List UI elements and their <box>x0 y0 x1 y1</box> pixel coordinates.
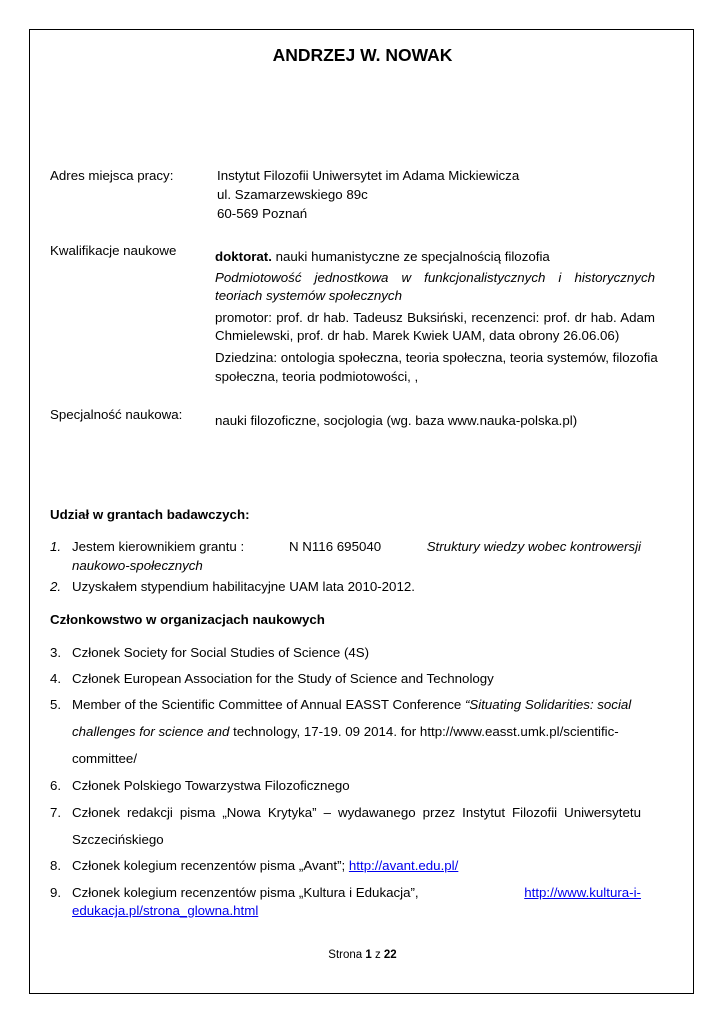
address-line-2: ul. Szamarzewskiego 89c <box>217 187 368 202</box>
grant-1-title: Struktury wiedzy wobec kontrowersji <box>426 539 641 554</box>
footer-total-pages: 22 <box>383 949 397 961</box>
field-line-1: Dziedzina: ontologia społeczna, teoria społeczna, teoria systemów, filozofia <box>215 350 658 365</box>
membership-9-line-1 <box>72 885 641 900</box>
membership-5-line-2 <box>72 724 619 739</box>
page-title: ANDRZEJ W. NOWAK <box>272 45 453 65</box>
specialty-value: nauki filozoficzne, socjologia (wg. baza www.nauka-polska.pl) <box>215 413 578 428</box>
footer-mid: z <box>371 949 384 961</box>
membership-8-number: 8. <box>50 858 62 873</box>
address-label: Adres miejsca pracy: <box>50 168 174 183</box>
grant-1-number: 1. <box>50 539 62 554</box>
grant-2-text: Uzyskałem stypendium habilitacyjne UAM lata 2010-2012. <box>72 579 415 594</box>
page-footer <box>0 949 725 961</box>
grant-1-text-d: naukowo-społecznych <box>72 558 203 573</box>
membership-6-number: 6. <box>50 778 62 793</box>
degree-rest: nauki humanistyczne ze specjalnością filozofia <box>271 249 550 264</box>
membership-3-number: 3. <box>50 645 62 660</box>
footer-prefix: Strona <box>328 949 366 961</box>
membership-9-text <box>72 885 487 900</box>
membership-5-number: 5. <box>50 697 62 712</box>
membership-7-line-1: Członek redakcji pisma „Nowa Krytyka” – wydawanego przez Instytut Filozofii Uniwersytetu <box>72 805 641 820</box>
membership-9-line-2 <box>72 903 258 918</box>
memberships-heading: Członkowstwo w organizacjach naukowych <box>50 612 325 627</box>
promoter-line-1: promotor: prof. dr hab. Tadeusz Buksiński, recenzenci: prof. dr hab. Adam <box>215 310 655 325</box>
membership-4-text: Członek European Association for the Study of Science and Technology <box>72 671 494 686</box>
promoter-line-2: Chmielewski, prof. dr hab. Marek Kwiek UAM, data obrony 26.06.06) <box>215 328 620 343</box>
qualifications-label: Kwalifikacje naukowe <box>50 243 177 258</box>
grant-1-number-code: N N116 695040 <box>289 539 382 554</box>
membership-5-line-3: committee/ <box>72 751 138 766</box>
thesis-line-2: teoriach systemów społecznych <box>215 288 402 303</box>
kultura-link-part-2[interactable]: edukacja.pl/strona_glowna.html <box>72 903 259 918</box>
address-line-1: Instytut Filozofii Uniwersytet im Adama Mickiewicza <box>217 168 520 183</box>
thesis-line-1: Podmiotowość jednostkowa w funkcjonalistycznych i historycznych <box>215 270 655 285</box>
address-line-3: 60-569 Poznań <box>217 206 308 221</box>
grant-2-number: 2. <box>50 579 62 594</box>
membership-5-plain: Member of the Scientific Committee of Annual EASST Conference <box>72 697 465 712</box>
membership-9-number: 9. <box>50 885 62 900</box>
membership-8-text: Członek kolegium recenzentów pisma „Avant”; <box>72 858 349 873</box>
membership-5-italic-2: challenges for science and <box>72 724 230 739</box>
membership-5-line-1 <box>72 697 631 712</box>
membership-5-plain-2: technology, 17-19. 09 2014. for http://www.easst.umk.pl/scientific- <box>229 724 619 739</box>
avant-link[interactable]: http://avant.edu.pl/ <box>348 858 459 873</box>
membership-5-italic: “Situating Solidarities: social <box>464 697 632 712</box>
membership-6-text: Członek Polskiego Towarzystwa Filozoficznego <box>72 778 350 793</box>
kultura-link-part-1[interactable]: http://www.kultura-i- <box>524 885 641 900</box>
grant-1-text-a: Jestem kierownikiem grantu : <box>72 539 245 554</box>
footer-page-number: 1 <box>365 949 372 961</box>
field-line-2: społeczna, teoria podmiotowości, , <box>215 369 419 384</box>
membership-9-text-content: Członek kolegium recenzentów pisma „Kultura i Edukacja”, <box>72 885 419 900</box>
grants-heading: Udział w grantach badawczych: <box>50 507 250 522</box>
grant-1-title-row <box>289 539 641 554</box>
membership-8-line <box>72 858 458 873</box>
membership-7-line-2: Szczecińskiego <box>72 832 164 847</box>
membership-7-number: 7. <box>50 805 62 820</box>
membership-3-text: Członek Society for Social Studies of Science (4S) <box>72 645 370 660</box>
membership-4-number: 4. <box>50 671 62 686</box>
specialty-label: Specjalność naukowa: <box>50 407 183 422</box>
degree-bold: doktorat. <box>215 249 272 264</box>
degree-line <box>215 249 550 264</box>
